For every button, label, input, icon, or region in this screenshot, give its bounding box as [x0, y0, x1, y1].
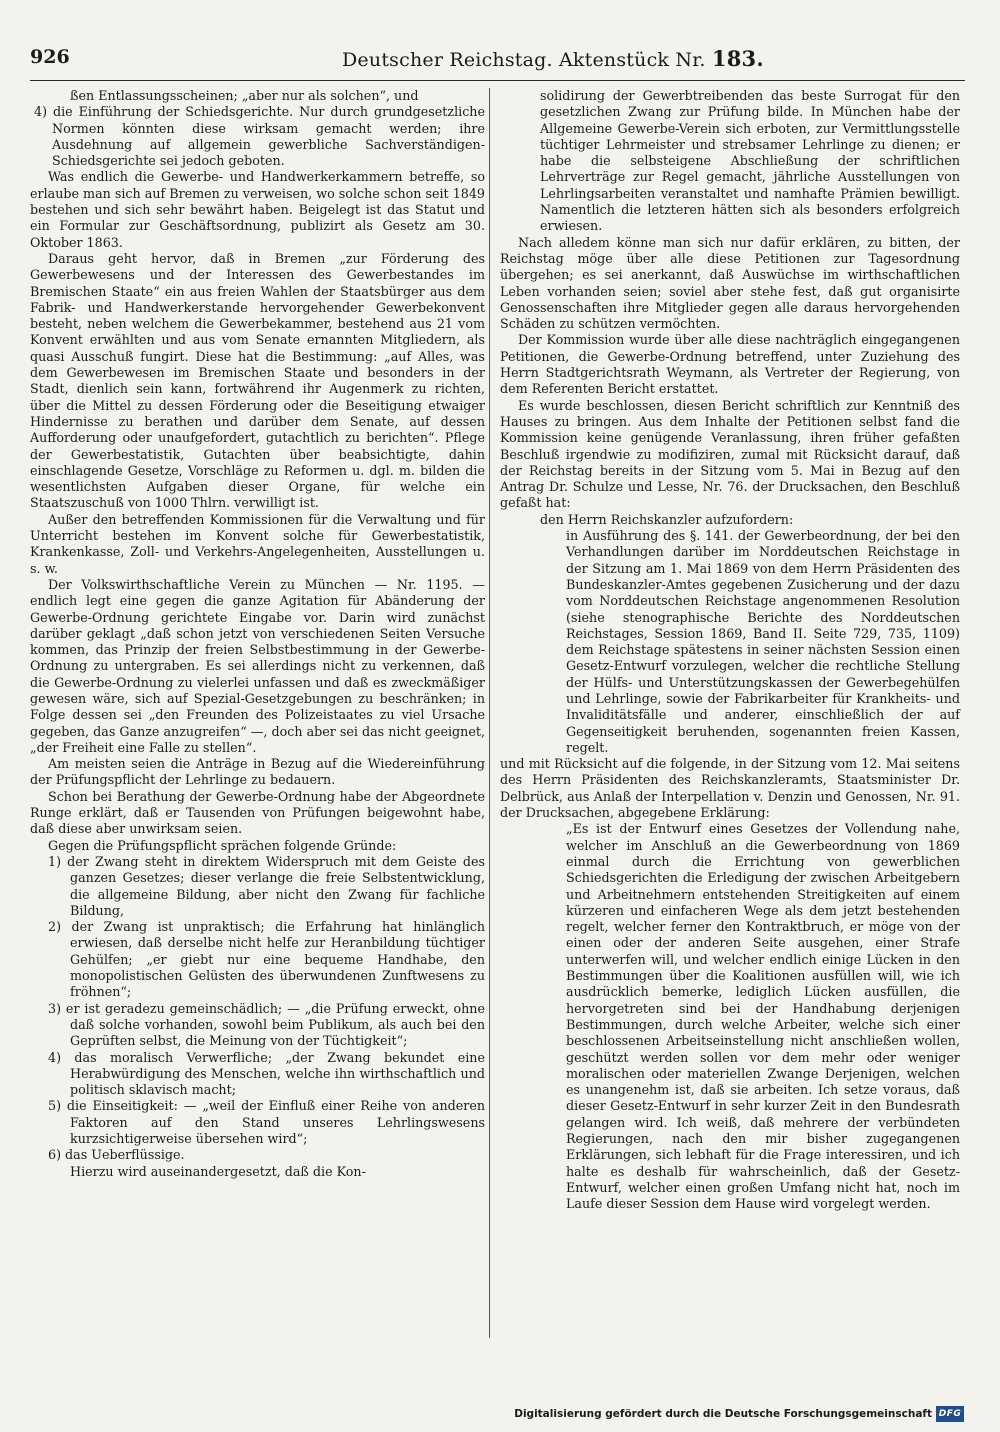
right-column	[500, 88, 960, 1212]
paragraph: und mit Rücksicht auf die folgende, in der Sitzung vom 12. Mai seitens des Herrn Präsidenten des Reichskanzleramts, Staatsminister Dr. Delbrück, aus Anlaß der Interpellation v. Denzin und Genossen, Nr. 91. der Drucksachen, abgegebene Erklärung:	[500, 756, 960, 821]
paragraph: Gegen die Prüfungspflicht sprächen folgende Gründe:	[48, 837, 397, 853]
dfg-logo: DFG	[936, 1406, 964, 1422]
digitization-credit	[514, 1404, 964, 1424]
paragraph: den Herrn Reichskanzler aufzufordern:	[540, 511, 794, 527]
document-number: 183.	[711, 46, 764, 71]
page-header	[30, 44, 965, 81]
paragraph: Außer den betreffenden Kommissionen für die Verwaltung und für Unterricht bestehen im Konvent solche für Gewerbestatistik, Krankenkasse, Zoll- und Verkehrs-Angelegenheiten, Ausstellungen u. s. w.	[30, 511, 485, 576]
paragraph: solidirung der Gewerbtreibenden das beste Surrogat für den gesetzlichen Zwang zur Prüfung bilde. In München habe der Allgemeine Gewerbe-Verein sich erboten, zur Vermittlungsstelle tüchtiger Lehrmeister und strebsamer Lehrlinge zu dienen; er habe die selbsteigene Abschließung der schriftlichen Lehrverträge zur Regel gemacht, jährliche Ausstellungen von Lehrlingsarbeiten veranstaltet und namhafte Prämien bewilligt. Namentlich die letzteren hätten sich als besonders erfolgreich erwiesen.	[540, 88, 960, 234]
paragraph: Schon bei Berathung der Gewerbe-Ordnung habe der Abgeordnete Runge erklärt, daß er Tausenden von Prüfungen beigewohnt habe, daß diese aber unwirksam seien.	[30, 788, 485, 837]
column-divider	[489, 88, 490, 1338]
left-column	[30, 88, 485, 1180]
running-title-text: Deutscher Reichstag. Aktenstück Nr.	[342, 49, 706, 71]
paragraph: Nach alledem könne man sich nur dafür erklären, zu bitten, der Reichstag möge über alle diese Petitionen zur Tagesordnung übergehen; es sei anerkannt, daß Auswüchse im wirthschaftlichen Leben vorhanden seien; soviel aber stehe fest, daß gut organisirte Genossenschaften ihre Mitglieder gegen alle daraus hervorgehenden Schäden zu schützen vermöchten.	[500, 234, 960, 332]
quoted-declaration: „Es ist der Entwurf eines Gesetzes der Vollendung nahe, welcher im Anschluß an die Gewerbeordnung von 1869 einmal durch die Errichtung von gewerblichen Schiedsgerichten die Erledigung der zwischen Arbeitgebern und Arbeitnehmern entstehenden Streitigkeiten auf einem kürzeren und einfacheren Wege als dem jetzt bestehenden regelt, welcher ferner den Kontraktbruch, er möge von der einen oder der anderen Seite ausgehen, einer Strafe unterwerfen will, und welcher endlich einige Lücken in den Bestimmungen über die Koalitionen ausfüllen will, wie ich ausdrücklich bemerke, lediglich Lücken ausfüllen, die hervorgetreten sind bei der Handhabung derjenigen Bestimmungen, durch welche Arbeiter, welche sich einer beschlossenen Arbeitseinstellung nicht anschließen wollen, geschützt werden sollen vor dem mehr oder weniger moralischen oder materiellen Zwange Derjenigen, welchen es unangenehm ist, daß sie arbeiten. Ich setze voraus, daß dieser Gesetz-Entwurf in sehr kurzer Zeit in den Bundesrath gelangen wird. Ich weiß, daß mehrere der verbündeten Regierungen, nach den mir bisher zugegangenen Erklärungen, sich lebhaft für die Frage interessiren, und ich halte es deshalb für wahrscheinlich, daß der Gesetz-Entwurf, welcher einen großen Umfang nicht hat, noch im Laufe dieser Session dem Hause wird vorgelegt werden.	[566, 821, 960, 1212]
page-number: 926	[30, 46, 70, 68]
paragraph: Es wurde beschlossen, diesen Bericht schriftlich zur Kenntniß des Hauses zu bringen. Aus dem Inhalte der Petitionen selbst fand die Kommission keine genügende Veranlassung, ihren früher gefaßten Beschluß irgendwie zu modifiziren, zumal mit Rücksicht darauf, daß der Reichstag bereits in der Sitzung vom 5. Mai in Bezug auf den Antrag Dr. Schulze und Lesse, Nr. 76. der Drucksachen, den Beschluß gefaßt hat:	[500, 397, 960, 511]
running-title	[342, 46, 764, 71]
list-item: 2) der Zwang ist unpraktisch; die Erfahrung hat hinlänglich erwiesen, daß derselbe nicht helfe zur Heranbildung tüchtiger Gehülfen; „er giebt nur eine bequeme Handhabe, den monopolistischen Gelüsten des überwundenen Zunftwesens zu fröhnen“;	[48, 919, 485, 1000]
list-item: 3) er ist geradezu gemeinschädlich; — „die Prüfung erweckt, ohne daß solche vorhanden, sowohl beim Publikum, als auch bei den Geprüften selbst, die Meinung von der Tüchtigkeit“;	[48, 1000, 485, 1049]
list-item: 6) das Ueberflüssige.	[48, 1147, 185, 1163]
list-item: 4) das moralisch Verwerfliche; „der Zwang bekundet eine Herabwürdigung des Menschen, welche ihn wirthschaftlich und politisch sklavisch macht;	[48, 1049, 485, 1098]
paragraph: Der Volkswirthschaftliche Verein zu München — Nr. 1195. — endlich legt eine gegen die ganze Agitation für Abänderung der Gewerbe-Ordnung gerichtete Eingabe vor. Darin wird zunächst darüber geklagt „daß schon jetzt von verschiedenen Seiten Versuche kommen, das Prinzip der freien Selbstbestimmung in der Gewerbe-Ordnung zu untergraben. Es sei allerdings nicht zu verkennen, daß die Gewerbe-Ordnung zu vielerlei unfassen und daß es zweckmäßiger gewesen wäre, sich auf Spezial-Gesetzgebungen zu beschränken; in Folge dessen sei „den Freunden des Polizeistaates zu viel Ursache gegeben, das Ganze anzugreifen“ —, doch aber sei das nicht geeignet, „der Freiheit eine Falle zu stellen“.	[30, 576, 485, 755]
paragraph: Der Kommission wurde über alle diese nachträglich eingegangenen Petitionen, die Gewerbe-Ordnung betreffend, unter Zuziehung des Herrn Stadtgerichtsrath Weymann, als Vertreter der Regierung, von dem Referenten Bericht erstattet.	[500, 332, 960, 397]
paragraph: Hierzu wird auseinandergesetzt, daß die Kon-	[70, 1163, 366, 1179]
paragraph: ßen Entlassungsscheinen; „aber nur als solchen“, und	[70, 88, 419, 103]
paragraph: Daraus geht hervor, daß in Bremen „zur Förderung des Gewerbewesens und der Interessen des Gewerbestandes im Bremischen Staate“ ein aus freien Wahlen der Staatsbürger aus dem Fabrik- und Handwerkerstande hervorgehender Gewerbekonvent besteht, neben welchem die Gewerbekammer, bestehend aus 21 vom Konvent erwählten und aus vom Senate ernannten Mitgliedern, als quasi Ausschuß fungirt. Diese hat die Bestimmung: „auf Alles, was dem Gewerbewesen im Bremischen Staate und besonders in der Stadt, dienlich sein kann, fortwährend ihr Augenmerk zu richten, über die Mittel zu dessen Förderung oder die Beseitigung etwaiger Hindernisse zu berathen und darüber dem Senate, auf dessen Aufforderung oder unaufgefordert, gutachtlich zu berichten“. Pflege der Gewerbestatistik, Gutachten über beabsichtigte, dahin einschlagende Gesetze, Vorschläge zu Reformen u. dgl. m. bilden die wesentlichsten Aufgaben dieser Organe, für welche ein Staatszuschuß von 1000 Thlrn. verwilligt ist.	[30, 250, 485, 511]
resolution-text: in Ausführung des §. 141. der Gewerbeordnung, der bei den Verhandlungen darüber im Norddeutschen Reichstage in der Sitzung am 1. Mai 1869 von dem Herrn Präsidenten des Bundeskanzler-Amtes gegebenen Zusicherung und der dazu vom Norddeutschen Reichstage angenommenen Resolution (siehe stenographische Berichte des Norddeutschen Reichstages, Session 1869, Band II. Seite 729, 735, 1109) dem Reichstage spätestens in seiner nächsten Session einen Gesetz-Entwurf vorzulegen, welcher die rechtliche Stellung der Hülfs- und Unterstützungskassen der Gewerbegehülfen und Lehrlinge, sowie der Fabrikarbeiter für Krankheits- und Invaliditätsfälle und anderer, einschließlich der auf Gegenseitigkeit beruhenden, sogenannten freien Kassen, regelt.	[566, 528, 960, 755]
list-item: 4) die Einführung der Schiedsgerichte. Nur durch grundgesetzliche Normen könnten diese wirksam gemacht werden; ihre Ausdehnung auf allgemein gewerbliche Sachverständigen-Schiedsgerichte sei jedoch geboten.	[34, 104, 485, 169]
paragraph: Was endlich die Gewerbe- und Handwerkerkammern betreffe, so erlaube man sich auf Bremen zu verweisen, wo solche schon seit 1849 bestehen und sich sehr bewährt haben. Beigelegt ist das Statut und ein Formular zur Geschäftsordnung, publizirt als Gesetz am 30. Oktober 1863.	[30, 169, 485, 250]
list-item: 1) der Zwang steht in direktem Widerspruch mit dem Geiste des ganzen Gesetzes; dieser verlange die freie Selbstentwicklung, die allgemeine Bildung, aber nicht den Zwang für fachliche Bildung,	[48, 853, 485, 918]
credit-text: Digitalisierung gefördert durch die Deutsche Forschungsgemeinschaft	[514, 1408, 932, 1420]
list-item: 5) die Einseitigkeit: — „weil der Einfluß einer Reihe von anderen Faktoren auf den Stand unseres Lehrlingswesens kurzsichtigerweise übersehen wird“;	[48, 1098, 485, 1146]
paragraph: Am meisten seien die Anträge in Bezug auf die Wiedereinführung der Prüfungspflicht der Lehrlinge zu bedauern.	[30, 756, 485, 788]
